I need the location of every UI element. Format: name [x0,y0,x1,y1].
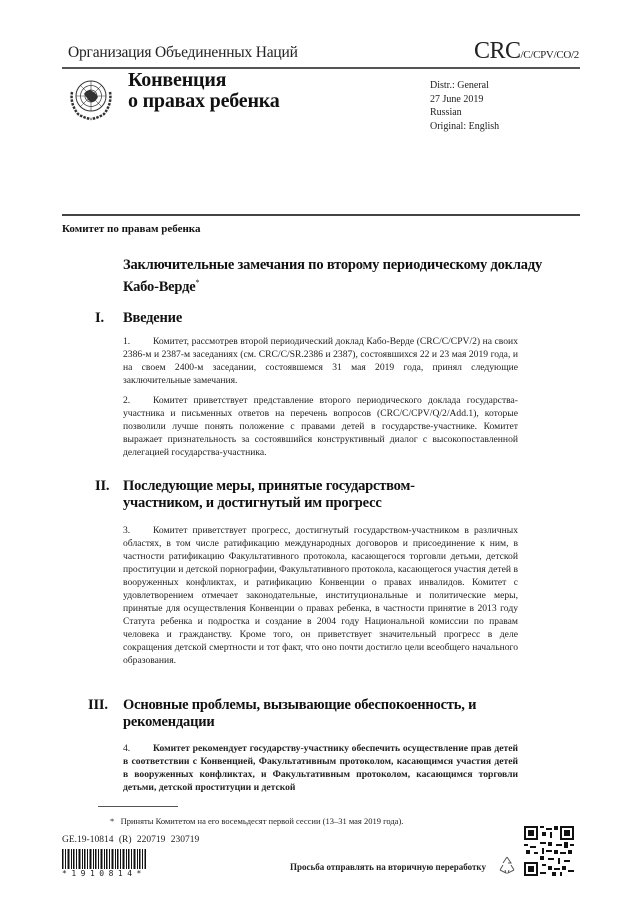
symbol-suffix: /C/CPV/CO/2 [520,49,579,61]
paragraph-text: Комитет приветствует прогресс, достигнутый государством-участником в различных областях, в том числе ратификацию международных договоров и присоединение к ним, в частности ратификацию Факультативного протокола, касающегося торговли детьми, детской проституции и детской порнографии, Факультативного протокола, касающегося участия детей в вооруженных конфликтах, и ратификацию Конвенции о правах инвалидов. Комитет с удовлетворением отмечает законодательные, институциональные и политические меры, принятые для осуществления Конвенции о правах ребенка, в частности принятие в 2013 году Статута ребенка и подростка и создание в 2004 году Национальной комиссии по правам человека и гражданству. Кроме того, он приветствует значительный прогресс в деле сокращения детской смертности и тот факт, что оно почти достигло цели всеобщего начального образования. [123,525,518,666]
paragraph-4 [123,742,518,794]
convention-title-line2: о правах ребенка [128,90,280,112]
document-symbol [474,38,579,65]
section-number: II. [95,478,110,494]
committee-name: Комитет по правам ребенка [62,223,201,235]
job-number: GE.19-10814 (R) 220719 230719 [62,835,200,845]
distr-original: Original: English [430,120,500,132]
organization-name: Организация Объединенных Наций [68,44,298,61]
footnote [110,816,403,826]
section-heading-3 [88,697,558,733]
section-heading-2 [95,478,555,514]
section-title: Последующие меры, принятые государством-участником, и достигнутый им прогресс [123,478,415,511]
paragraph-text: Комитет, рассмотрев второй периодический доклад Кабо-Верде (CRC/C/CPV/2) на своих 2386-м и 2387-м заседаниях (см. CRC/C/SR.2386 и 2387), состоявшихся 22 и 23 мая 2019 года, и на своем 2400-м заседании, состоявшемся 31 мая 2019 года, принял следующие заключительные замечания. [123,336,518,386]
barcode-number: *1910814* [62,869,146,878]
recycle-icon [496,854,518,876]
symbol-main: CRC [474,38,521,64]
distribution-block [430,79,499,133]
distr-status: Distr.: General [430,80,489,91]
section-heading-1 [95,310,555,328]
section-title: Основные проблемы, вызывающие обеспокоенность, и рекомендации [123,697,477,730]
paragraph-number: 3. [123,525,131,536]
document-title-text: Заключительные замечания по второму периодическому докладу Кабо-Верде [123,257,543,295]
qr-code-icon [524,826,574,876]
section-number: I. [95,310,104,326]
paragraph-number: 2. [123,395,131,406]
recycle-note: Просьба отправлять на вторичную переработку [290,862,486,872]
distr-date: 27 June 2019 [430,93,484,105]
paragraph-1 [123,335,518,387]
un-emblem-icon [66,72,116,122]
title-footnote-mark[interactable]: * [195,278,200,287]
section-number: III. [88,697,108,713]
paragraph-3 [123,524,518,667]
section-title: Введение [123,310,183,326]
document-title [123,257,563,296]
paragraph-number: 4. [123,743,131,754]
section-rule [62,214,580,216]
paragraph-number: 1. [123,336,131,347]
convention-title-line1: Конвенция [128,69,227,91]
paragraph-2 [123,394,518,459]
footnote-mark: * [110,816,115,826]
convention-title [128,70,280,112]
footnote-rule [98,806,178,807]
paragraph-text: Комитет рекомендует государству-участнику обеспечить осуществление прав детей в соответствии с Конвенцией, Факультативным протоколом, касающимся участия детей в вооруженных конфликтах, и Факультативным протоколом, касающимся торговли детьми, детской проституции и детской [123,743,518,793]
distr-language: Russian [430,107,462,118]
paragraph-text: Комитет приветствует представление второго периодического доклада государства-участника и письменных ответов на перечень вопросов (CRC/C/CPV/Q/2/Add.1), которые позволили лучше понять положение с правами детей в государстве-участнике. Комитет выражает признательность за состоявшийся конструктивный диалог с высокопоставленной делегацией государства-участника. [123,395,518,458]
barcode-icon [62,849,146,869]
footnote-text: Приняты Комитетом на его восемьдесят первой сессии (13–31 мая 2019 года). [120,816,404,826]
